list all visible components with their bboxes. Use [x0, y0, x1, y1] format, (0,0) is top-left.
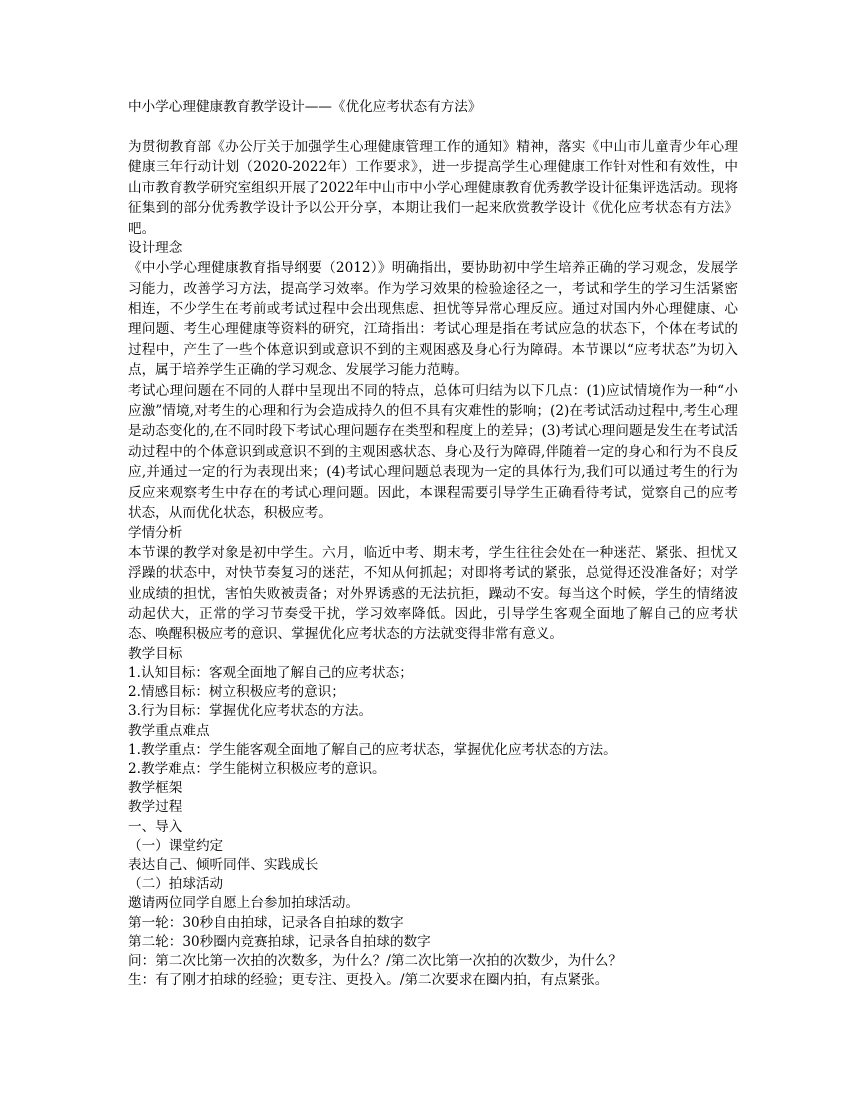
- section-heading-framework: 教学框架: [128, 780, 183, 797]
- keypoint-item: 1.教学重点：学生能客观全面地了解自己的应考状态，掌握优化应考状态的方法。: [128, 741, 617, 758]
- goal-item: 1.认知目标：客观全面地了解自己的应考状态；: [128, 664, 413, 681]
- process-substep-heading: （二）拍球活动: [128, 876, 224, 893]
- process-text: 第一轮：30秒自由拍球，记录各自拍球的数字: [128, 914, 404, 931]
- section-heading-analysis: 学情分析: [128, 524, 183, 541]
- concept-paragraph-1: 《中小学心理健康教育指导纲要（2012）》明确指出，要协助初中学生培养正确的学习观念，发展学习能力，改善学习方法，提高学习效率。作为学习效果的检验途径之一，考试和学生的学习生活紧密相连，不少学生在考前或考试过程中会出现焦虑、担忧等异常心理反应。通过对国内外心理健康、心理问题、考生心理健康等资料的研究，江琦指出：考试心理是指在考试应急的状态下，个体在考试的过程中，产生了一些个体意识到或意识不到的主观困惑及身心行为障碍。本节课以“应考状态”为切入点，属于培养学生正确的学习观念、发展学习能力范畴。: [128, 260, 738, 379]
- section-heading-keypoints: 教学重点难点: [128, 722, 210, 739]
- analysis-paragraph: 本节课的教学对象是初中学生。六月，临近中考、期末考，学生往往会处在一种迷茫、紧张、担忧又浮躁的状态中，对快节奏复习的迷茫，不知从何抓起；对即将考试的紧张，总觉得还没准备好；对学业成绩的担忧，害怕失败被责备；对外界诱惑的无法抗拒，躁动不安。每当这个时候，学生的情绪波动起伏大，正常的学习节奏受干扰，学习效率降低。因此，引导学生客观全面地了解自己的应考状态、唤醒积极应考的意识、掌握优化应考状态的方法就变得非常有意义。: [128, 544, 738, 643]
- section-heading-goals: 教学目标: [128, 645, 183, 662]
- section-heading-process: 教学过程: [128, 799, 183, 816]
- concept-paragraph-2: 考试心理问题在不同的人群中呈现出不同的特点，总体可归结为以下几点：(1)应试情境作为一种“小应激”情境,对考生的心理和行为会造成持久的但不具有灾难性的影响；(2)在考试活动过程中,考生心理是动态变化的,在不同时段下考试心理问题存在类型和程度上的差异；(3)考试心理问题是发生在考试活动过程中的个体意识到或意识不到的主观困惑状态、身心及行为障碍,伴随着一定的身心和行为不良反应,并通过一定的行为表现出来；(4)考试心理问题总表现为一定的具体行为,我们可以通过考生的行为反应来观察考生中存在的考试心理问题。因此，本课程需要引导学生正确看待考试，觉察自己的应考状态，从而优化状态，积极应考。: [128, 382, 738, 522]
- goal-item: 3.行为目标：掌握优化应考状态的方法。: [128, 703, 373, 720]
- process-step-heading: 一、导入: [128, 818, 183, 835]
- document-title: 中小学心理健康教育教学设计——《优化应考状态有方法》: [128, 99, 482, 115]
- process-text: 表达自己、倾听同伴、实践成长: [128, 856, 319, 873]
- process-question: 问：第二次比第一次拍的次数多，为什么？/第二次比第一次拍的次数少，为什么？: [128, 953, 622, 969]
- process-answer: 生：有了刚才拍球的经验；更专注、更投入。/第二次要求在圈内拍，有点紧张。: [128, 972, 609, 989]
- document-page: [128, 97, 738, 990]
- goal-item: 2.情感目标：树立积极应考的意识；: [128, 684, 345, 701]
- process-text: 邀请两位同学自愿上台参加拍球活动。: [128, 895, 360, 912]
- intro-paragraph: 为贯彻教育部《办公厅关于加强学生心理健康管理工作的通知》精神，落实《中山市儿童青少年心理健康三年行动计划（2020-2022年）工作要求》，进一步提高学生心理健康工作针对性和有效性，中山市教育教学研究室组织开展了2022年中山市中小学心理健康教育优秀教学设计征集评选活动。现将征集到的部分优秀教学设计予以公开分享，本期让我们一起来欣赏教学设计《优化应考状态有方法》吧。: [128, 139, 738, 237]
- process-substep-heading: （一）课堂约定: [128, 837, 224, 854]
- keypoint-item: 2.教学难点：学生能树立积极应考的意识。: [128, 760, 386, 777]
- section-heading-concept: 设计理念: [128, 240, 183, 257]
- process-text: 第二轮：30秒圈内竞赛拍球，记录各自拍球的数字: [128, 933, 431, 950]
